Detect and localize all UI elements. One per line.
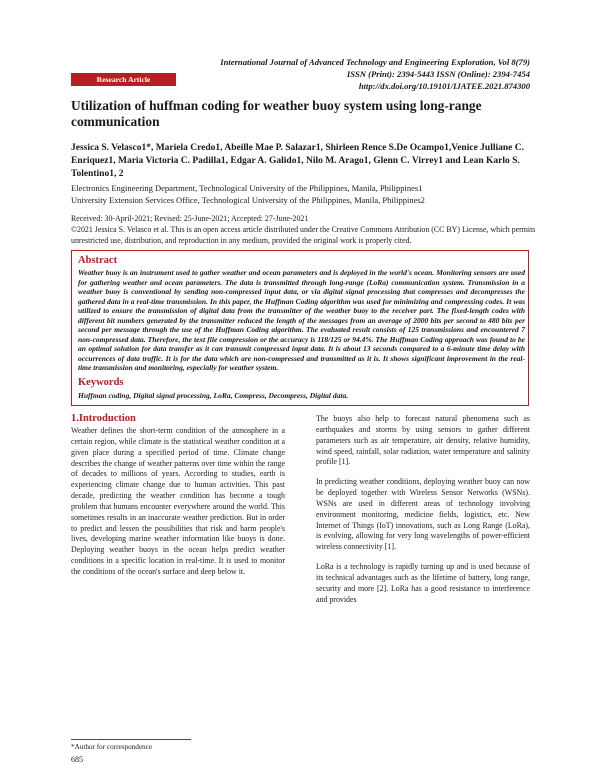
journal-name: International Journal of Advanced Technology and Engineering Exploration, Vol 8(79) [220, 57, 530, 67]
keywords-text: Huffman coding, Digital signal processing, LoRa, Compress, Decompress, Digital data. [78, 391, 349, 400]
section-heading-introduction: 1.Introduction [71, 413, 136, 424]
abstract-heading: Abstract [78, 255, 118, 266]
journal-doi[interactable]: http://dx.doi.org/10.19101/IJATEE.2021.874300 [358, 81, 530, 91]
footnote-divider [71, 739, 191, 740]
keywords-heading: Keywords [78, 377, 124, 388]
correspondence-footnote: *Author for correspondence [71, 743, 153, 751]
intro-paragraph-4: LoRa is a technology is rapidly turning up and is used because of its technical advantages such as the lifetime of battery, long range, security and more [2]. LoRa has a good resistance to interference and provides [316, 562, 530, 604]
journal-header [170, 56, 530, 92]
article-type-badge: Research Article [71, 73, 176, 86]
page-number: 685 [71, 755, 83, 764]
intro-paragraph-1: Weather defines the short-term condition of the atmosphere in a certain region, while climate is the statistical weather condition at a given place during a specified period of time. Climate change describes the change of weather patterns over time within the range of decades to millions of years. According to studies, earth is experiencing climate change due to human activities. This past decade, predicting the weather condition has become a tough problem that humans encounter everywhere around the world. This sometimes results in an inaccurate weather prediction. But in order to predict and lessen the possibilities that risk and harm people's lives, developing marine weather information like buoys is done. Deploying weather buoys in the ocean helps predict weather conditions in a specific location in real-time. It is used to monitor the conditions of the ocean's surface and deep below it. [71, 426, 285, 576]
affiliation-1: Electronics Engineering Department, Technological University of the Philippines, Manila, Philippines1 [71, 183, 423, 193]
intro-right-column [316, 414, 530, 615]
author-list: Jessica S. Velasco1*, Mariela Credo1, Abeille Mae P. Salazar1, Shirleen Rence S.De Ocampo1,Venice Julliane C. Enriquez1, Maria Victoria C. Padilla1, Edgar A. Galido1, Nilo M. Arago1, Glenn C. Virrey1 and Lean Karlo S. Tolentino1, 2 [71, 143, 524, 179]
abstract-text: Weather buoy is an instrument used to gather weather and ocean parameters and is deployed in the world's ocean. Monitoring sensors are used for gathering weather and ocean parameters. The data is transmitted through long-range (LoRa) communication system. Transmission in a weather buoy is conventional by sending non-compressed input data, or via digital signal processing that compresses and decompresses the gathered data in a real-time transmission. In this paper, the Huffman Coding algorithm was used for minimizing and compressing codes. It was utilized to ensure the transmission of digital data from the transmitter of the weather buoy to the receiver part. The fixed-length codes with different bit numbers generated by the transmitter reduced the length of the messages from an average of 2000 bits per second to 480 bits per second per message through the use of the Huffman Coding algorithm. The evaluated result consists of 125 transmissions and encountered 7 non-compressed data. Therefore, the text file compression or the accuracy is 118/125 or 94.4%. The Huffman Coding approach was found to be an optimal solution for data transfer as it can transmit compressed input data. It is about 13 seconds compared to a 6-minute time delay with occurrences of data traffic. It is for the data which are non-compressed and transmitted as it is. It shows significant improvement in the real-time transmission and monitoring, especially for weather system. [78, 268, 525, 372]
intro-paragraph-2: The buoys also help to forecast natural phenomena such as earthquakes and storms by using sensors to gather different parameters such as air temperature, air density, relative humidity, wind speed, rainfall, solar radiation, water temperature and salinity profile [1]. [316, 414, 530, 467]
affiliations [71, 183, 541, 206]
affiliation-2: University Extension Services Office, Technological University of the Philippines, Manila, Philippines2 [71, 194, 425, 205]
journal-issn: ISSN (Print): 2394-5443 ISSN (Online): 2394-7454 [346, 69, 530, 79]
intro-paragraph-3: In predicting weather conditions, deploying weather buoy can now be deployed together with Wireless Sensor Networks (WSNs). WSNs are used in different areas of technology involving environment monitoring, medicine fields, logistics, etc. New Internet of Things (IoT) innovations, such as Long Range (LoRa), is evolving, allowing for very long wavelengths of power-efficient wireless connectivity [1]. [316, 477, 530, 552]
copyright-notice: ©2021 Jessica S. Velasco et al. This is an open access article distributed under the Creative Commons Attribution (CC BY) License, which permits unrestricted use, distribution, and reproduction in any medium, provided the original work is properly cited. [71, 225, 536, 245]
intro-left-column [71, 426, 285, 578]
received-dates: Received: 30-April-2021; Revised: 25-June-2021; Accepted: 27-June-2021 [71, 214, 309, 223]
paper-title: Utilization of huffman coding for weather buoy system using long-range communication [71, 98, 482, 129]
